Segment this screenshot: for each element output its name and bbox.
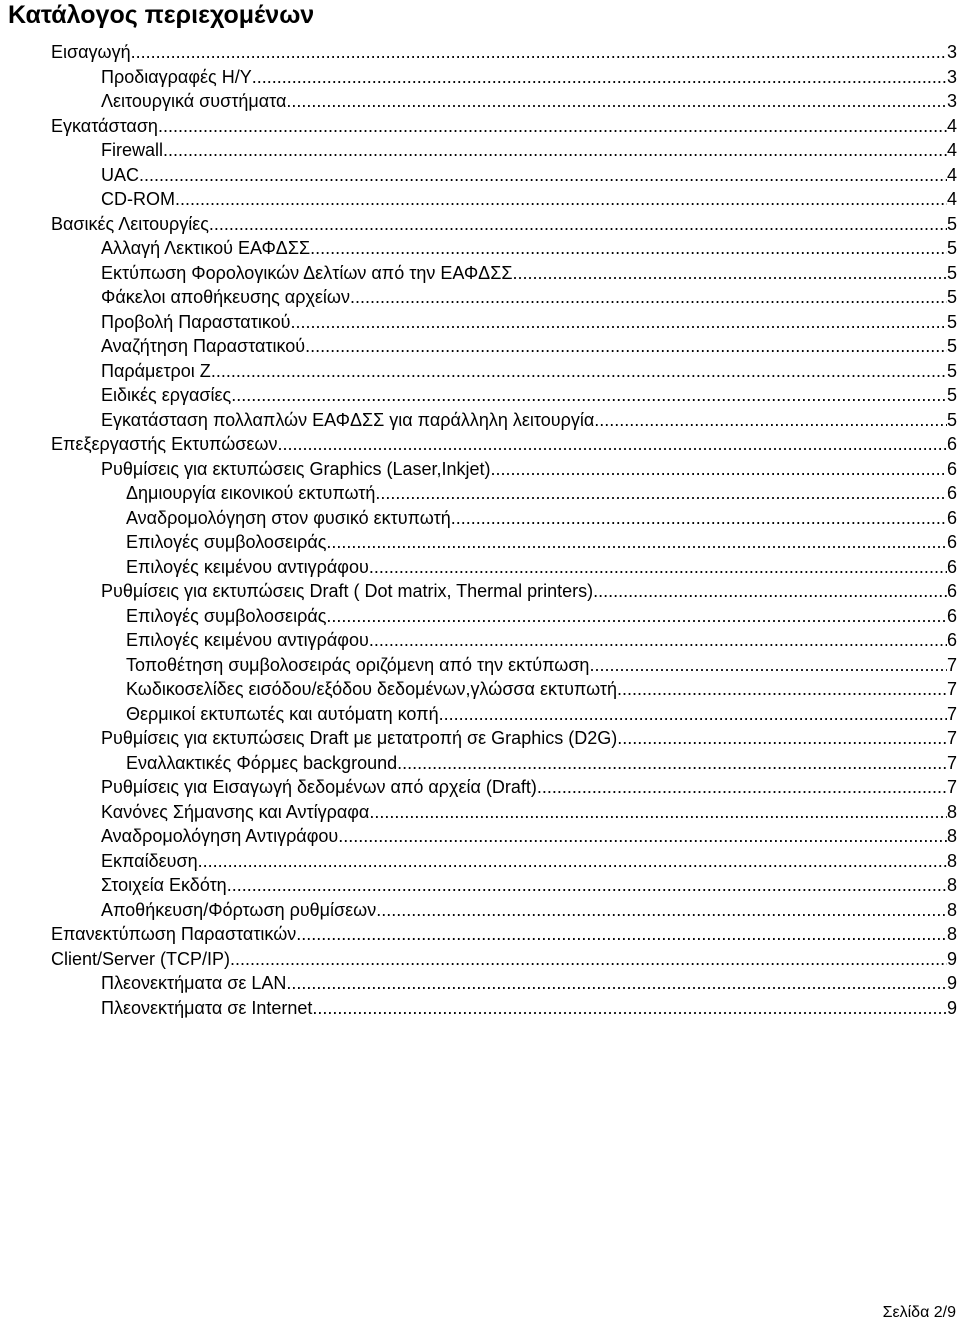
toc-entry-text: Πλεονεκτήματα σε Internet — [101, 997, 313, 1018]
toc-entry-row — [101, 971, 957, 995]
toc-entry-text: Εκπαίδευση — [101, 850, 198, 871]
toc-entry-row — [51, 947, 957, 971]
toc-entry-text: Εναλλακτικές Φόρμες background — [126, 752, 398, 773]
toc-entry-page-number: 8 — [946, 875, 957, 895]
toc-entry-page-number: 8 — [946, 899, 957, 920]
toc-entry[interactable] — [101, 996, 960, 1021]
toc-entry-page-number: 7 — [946, 777, 957, 797]
toc-entry-page-number: 7 — [946, 728, 957, 748]
toc-entry-page-number: 5 — [946, 213, 957, 234]
toc-dot-leader — [376, 898, 947, 922]
toc-entry[interactable] — [126, 751, 960, 776]
toc-entry-text: Εγκατάσταση πολλαπλών ΕΑΦΔΣΣ για παράλληλη λειτουργία — [101, 409, 595, 430]
toc-dot-leader — [512, 261, 947, 285]
toc-entry[interactable] — [101, 849, 960, 874]
toc-entry-text: Κωδικοσελίδες εισόδου/εξόδου δεδομένων,γλώσσα εκτυπωτή — [126, 679, 618, 699]
toc-entry-text: Αναδρομολόγηση Αντιγράφου — [101, 826, 339, 846]
toc-entry[interactable] — [126, 702, 960, 727]
toc-entry-text: Αλλαγή Λεκτικού ΕΑΦΔΣΣ — [101, 238, 311, 258]
toc-entry-text: Θερμικοί εκτυπωτές και αυτόματη κοπή — [126, 703, 439, 724]
toc-entry-text: Βασικές Λειτουργίες — [51, 213, 209, 234]
toc-entry[interactable] — [101, 65, 960, 90]
toc-entry-row — [101, 579, 957, 603]
toc-entry-row — [101, 89, 957, 113]
toc-entry-text: Client/Server (TCP/IP) — [51, 948, 231, 969]
toc-dot-leader — [617, 726, 947, 750]
toc-entry-text: Επιλογές συμβολοσειράς — [126, 532, 327, 552]
toc-entry-row — [126, 628, 957, 652]
toc-entry-page-number: 6 — [946, 483, 957, 503]
toc-entry-row — [101, 824, 957, 848]
toc-entry[interactable] — [51, 432, 960, 457]
toc-entry-text: Εγκατάσταση — [51, 115, 158, 136]
toc-dot-leader — [310, 236, 947, 260]
toc-entry-page-number: 6 — [946, 458, 957, 479]
toc-entry-page-number: 5 — [946, 385, 957, 405]
toc-dot-leader — [131, 40, 947, 64]
toc-entry-row — [126, 702, 957, 726]
toc-entry-row — [51, 432, 957, 456]
toc-entry-text: Επιλογές κειμένου αντιγράφου — [126, 556, 369, 577]
toc-entry[interactable] — [126, 653, 960, 678]
toc-entry[interactable] — [101, 383, 960, 408]
toc-dot-leader — [593, 579, 947, 603]
toc-entry[interactable] — [101, 310, 960, 335]
toc-entry-page-number: 7 — [946, 752, 957, 773]
toc-entry-page-number: 6 — [946, 507, 957, 528]
toc-entry[interactable] — [101, 359, 960, 384]
toc-entry-row — [101, 898, 957, 922]
toc-entry-page-number: 7 — [946, 703, 957, 724]
toc-entry-text: Κανόνες Σήμανσης και Αντίγραφα — [101, 801, 370, 822]
toc-entry-page-number: 6 — [946, 605, 957, 626]
toc-entry-page-number: 6 — [946, 434, 957, 454]
toc-dot-leader — [312, 996, 947, 1020]
toc-entry[interactable] — [101, 236, 960, 261]
toc-entry-page-number: 9 — [946, 948, 957, 969]
toc-entry[interactable] — [101, 579, 960, 604]
toc-dot-leader — [350, 285, 947, 309]
toc-entry-text: Τοποθέτηση συμβολοσειράς οριζόμενη από την εκτύπωση — [126, 654, 590, 675]
table-of-contents — [0, 40, 960, 1020]
toc-dot-leader — [231, 383, 947, 407]
toc-entry-text: Ρυθμίσεις για εκτυπώσεις Draft με μετατροπή σε Graphics (D2G) — [101, 728, 618, 748]
toc-entry-page-number: 4 — [946, 115, 957, 136]
toc-dot-leader — [211, 359, 947, 383]
toc-entry[interactable] — [126, 506, 960, 531]
toc-entry-page-number: 6 — [946, 630, 957, 650]
toc-entry-row — [101, 408, 957, 432]
toc-entry-text: Επιλογές συμβολοσειράς — [126, 605, 327, 626]
toc-entry-page-number: 5 — [946, 360, 957, 381]
toc-entry-page-number: 9 — [946, 997, 957, 1018]
toc-dot-leader — [163, 138, 947, 162]
toc-dot-leader — [338, 824, 947, 848]
toc-entry-page-number: 5 — [946, 262, 957, 283]
toc-entry-page-number: 4 — [946, 164, 957, 185]
toc-entry-row — [126, 530, 957, 554]
toc-entry-row — [126, 555, 957, 579]
toc-entry[interactable] — [126, 628, 960, 653]
toc-entry-text: Φάκελοι αποθήκευσης αρχείων — [101, 287, 350, 307]
toc-dot-leader — [305, 334, 947, 358]
toc-entry-row — [101, 457, 957, 481]
toc-entry-row — [101, 261, 957, 285]
toc-entry-row — [101, 236, 957, 260]
toc-entry-row — [101, 310, 957, 334]
toc-entry-page-number: 8 — [946, 924, 957, 944]
toc-entry[interactable] — [101, 408, 960, 433]
toc-entry[interactable] — [101, 726, 960, 751]
toc-dot-leader — [209, 212, 947, 236]
toc-entry[interactable] — [101, 187, 960, 212]
toc-entry-row — [101, 285, 957, 309]
toc-entry-text: CD-ROM — [101, 189, 175, 209]
toc-entry[interactable] — [101, 800, 960, 825]
toc-entry[interactable] — [101, 138, 960, 163]
toc-entry[interactable] — [51, 114, 960, 139]
toc-entry-text: Προδιαγραφές Η/Υ — [101, 66, 252, 87]
toc-entry[interactable] — [51, 922, 960, 947]
toc-entry-row — [101, 334, 957, 358]
toc-entry-text: UAC — [101, 164, 140, 185]
toc-entry-page-number: 7 — [946, 679, 957, 699]
toc-entry[interactable] — [51, 947, 960, 972]
toc-entry-page-number: 3 — [946, 91, 957, 111]
toc-dot-leader — [594, 408, 947, 432]
toc-entry-text: Αποθήκευση/Φόρτωση ρυθμίσεων — [101, 899, 377, 920]
toc-dot-leader — [617, 677, 947, 701]
toc-entry-page-number: 3 — [946, 66, 957, 87]
toc-entry-row — [101, 726, 957, 750]
toc-entry-row — [101, 996, 957, 1020]
toc-entry[interactable] — [126, 481, 960, 506]
toc-entry-page-number: 9 — [946, 973, 957, 993]
toc-entry-text: Αναζήτηση Παραστατικού — [101, 336, 306, 356]
toc-entry-text: Ειδικές εργασίες — [101, 385, 232, 405]
toc-entry[interactable] — [101, 285, 960, 310]
toc-dot-leader — [227, 873, 947, 897]
toc-dot-leader — [375, 481, 947, 505]
toc-entry-row — [101, 359, 957, 383]
toc-entry-text: Ρυθμίσεις για εκτυπώσεις Draft ( Dot matrix, Thermal printers) — [101, 581, 594, 601]
toc-entry[interactable] — [126, 604, 960, 629]
toc-entry-row — [101, 383, 957, 407]
toc-entry-row — [126, 751, 957, 775]
toc-entry[interactable] — [101, 334, 960, 359]
toc-dot-leader — [451, 506, 947, 530]
toc-entry-text: Επεξεργαστής Εκτυπώσεων — [51, 434, 278, 454]
toc-dot-leader — [286, 971, 947, 995]
toc-dot-leader — [589, 653, 947, 677]
toc-entry-row — [51, 922, 957, 946]
toc-entry-text: Ρυθμίσεις για Εισαγωγή δεδομένων από αρχεία (Draft) — [101, 777, 537, 797]
toc-entry[interactable] — [101, 163, 960, 188]
toc-entry-page-number: 5 — [946, 409, 957, 430]
toc-entry-text: Προβολή Παραστατικού — [101, 311, 291, 332]
toc-entry[interactable] — [101, 457, 960, 482]
toc-entry[interactable] — [51, 212, 960, 237]
page-title: Κατάλογος περιεχομένων — [8, 1, 315, 29]
toc-entry[interactable] — [126, 677, 960, 702]
toc-dot-leader — [158, 114, 947, 138]
toc-entry-row — [126, 506, 957, 530]
toc-dot-leader — [277, 432, 947, 456]
toc-entry-page-number: 4 — [946, 140, 957, 160]
toc-dot-leader — [491, 457, 947, 481]
toc-entry-row — [101, 849, 957, 873]
toc-dot-leader — [397, 751, 947, 775]
toc-entry-text: Πλεονεκτήματα σε LAN — [101, 973, 287, 993]
toc-entry-row — [101, 187, 957, 211]
toc-dot-leader — [369, 800, 947, 824]
toc-entry-page-number: 8 — [946, 850, 957, 871]
toc-entry[interactable] — [101, 824, 960, 849]
toc-entry-row — [101, 873, 957, 897]
toc-dot-leader — [252, 65, 947, 89]
toc-entry-text: Επιλογές κειμένου αντιγράφου — [126, 630, 369, 650]
toc-entry-row — [126, 481, 957, 505]
toc-entry-text: Λειτουργικά συστήματα — [101, 91, 287, 111]
toc-entry-row — [51, 114, 957, 138]
toc-entry[interactable] — [126, 555, 960, 580]
toc-dot-leader — [230, 947, 947, 971]
toc-dot-leader — [369, 628, 947, 652]
toc-dot-leader — [139, 163, 947, 187]
toc-dot-leader — [537, 775, 947, 799]
toc-entry-page-number: 8 — [946, 801, 957, 822]
toc-entry-page-number: 8 — [946, 826, 957, 846]
toc-entry-page-number: 5 — [946, 336, 957, 356]
toc-dot-leader — [296, 922, 947, 946]
toc-entry[interactable] — [126, 530, 960, 555]
toc-entry-text: Εκτύπωση Φορολογικών Δελτίων από την ΕΑΦΔΣΣ — [101, 262, 513, 283]
toc-entry-text: Ρυθμίσεις για εκτυπώσεις Graphics (Laser,Inkjet) — [101, 458, 491, 479]
toc-entry-page-number: 4 — [946, 189, 957, 209]
toc-entry[interactable] — [101, 89, 960, 114]
toc-dot-leader — [326, 604, 947, 628]
toc-entry-row — [101, 65, 957, 89]
page-number-footer: Σελίδα 2/9 — [882, 1304, 956, 1321]
toc-dot-leader — [290, 310, 947, 334]
toc-entry-page-number: 6 — [946, 581, 957, 601]
toc-entry[interactable] — [51, 40, 960, 65]
toc-entry-page-number: 7 — [946, 654, 957, 675]
toc-entry-text: Firewall — [101, 140, 164, 160]
toc-entry-page-number: 6 — [946, 556, 957, 577]
toc-entry-text: Αναδρομολόγηση στον φυσικό εκτυπωτή — [126, 507, 451, 528]
toc-entry-text: Επανεκτύπωση Παραστατικών — [51, 924, 297, 944]
toc-entry[interactable] — [101, 873, 960, 898]
toc-entry-page-number: 5 — [946, 287, 957, 307]
toc-entry-row — [101, 163, 957, 187]
toc-dot-leader — [175, 187, 947, 211]
toc-entry[interactable] — [101, 775, 960, 800]
toc-entry-text: Στοιχεία Εκδότη — [101, 875, 227, 895]
toc-dot-leader — [369, 555, 947, 579]
toc-entry-row — [51, 212, 957, 236]
toc-entry-page-number: 5 — [946, 311, 957, 332]
toc-entry-row — [101, 775, 957, 799]
toc-entry-row — [126, 653, 957, 677]
toc-entry[interactable] — [101, 898, 960, 923]
toc-entry-text: Εισαγωγή — [51, 42, 131, 62]
toc-entry-row — [51, 40, 957, 64]
toc-entry-page-number: 5 — [946, 238, 957, 258]
toc-entry-page-number: 3 — [946, 42, 957, 62]
toc-dot-leader — [439, 702, 947, 726]
toc-entry-row — [101, 800, 957, 824]
toc-entry-text: Παράμετροι Ζ — [101, 360, 211, 381]
toc-entry-page-number: 6 — [946, 532, 957, 552]
toc-dot-leader — [286, 89, 947, 113]
toc-entry-row — [126, 604, 957, 628]
toc-dot-leader — [198, 849, 947, 873]
toc-entry-row — [126, 677, 957, 701]
toc-entry-text: Δημιουργία εικονικού εκτυπωτή — [126, 483, 376, 503]
toc-entry[interactable] — [101, 971, 960, 996]
toc-entry[interactable] — [101, 261, 960, 286]
toc-dot-leader — [326, 530, 947, 554]
toc-entry-row — [101, 138, 957, 162]
